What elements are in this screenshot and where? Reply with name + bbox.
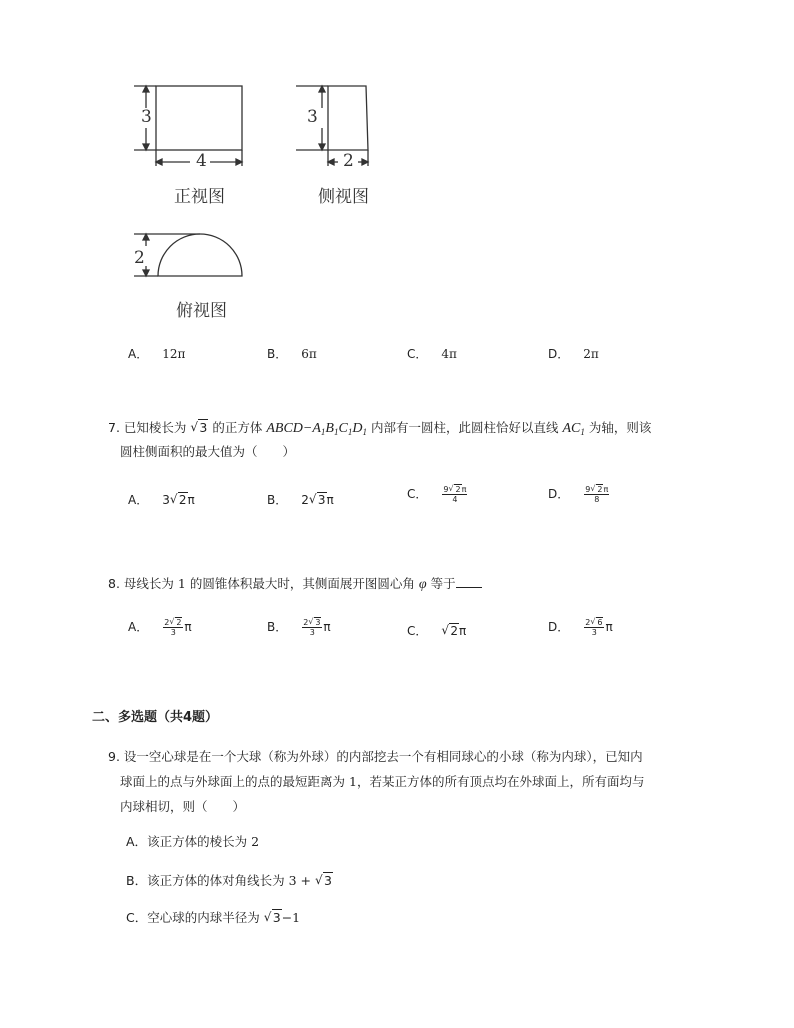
sqrt-expression: √ 3 (265, 906, 282, 930)
option-letter: A． (128, 347, 149, 361)
q8-option-c[interactable]: C．√ 2π (407, 622, 466, 639)
option-text: 2π (583, 347, 599, 361)
side-view-caption: 侧视图 (318, 187, 369, 207)
side-width-label: 2 (343, 151, 354, 171)
answer-blank[interactable] (456, 575, 482, 588)
sqrt-expression: √ 3 (191, 416, 208, 440)
q6-option-a[interactable] (128, 345, 185, 362)
question-number: 9. (108, 749, 120, 764)
fraction: $\frac{2√ 2}{3}$ (163, 618, 183, 637)
option-letter: B． (267, 493, 288, 507)
q9-stem-line2: 球面上的点与外球面上的点的最短距离为 1，若某正方体的所有顶点均在外球面上，所有面均与 (120, 774, 645, 789)
q6-option-d[interactable] (548, 345, 599, 362)
q8-option-d[interactable]: D． $\frac{2√ 6}{3}$ π (548, 618, 613, 637)
q8-option-b[interactable]: B． $\frac{2√ 3}{3}$ π (267, 618, 331, 637)
front-width-label: 4 (196, 151, 207, 171)
front-height-label: 3 (141, 107, 152, 127)
q7-option-c[interactable] (407, 485, 468, 504)
option-letter: B． (267, 347, 288, 361)
option-letter: B． (126, 873, 148, 888)
q9-stem-line1 (108, 745, 643, 769)
stem-text: 已知棱长为 (123, 420, 187, 435)
q6-option-c[interactable] (407, 345, 457, 362)
stem-text: 的圆锥体积最大时，其侧面展开图圆心角 (189, 576, 415, 591)
section-title: 二、多选题（共4题） (92, 710, 219, 725)
option-text: 该正方体的棱长为 (147, 834, 248, 849)
question-number: 8. (108, 576, 120, 591)
stem-text: 的正方体 (212, 420, 263, 435)
fraction: $\frac{2√ 3}{3}$ (302, 618, 322, 637)
option-letter: D． (548, 487, 570, 501)
front-view-caption: 正视图 (174, 187, 225, 207)
option-text: 空心球的内球半径为 (147, 910, 260, 925)
option-text: 6π (301, 347, 317, 361)
option-text: 4π (441, 347, 457, 361)
q6-option-b[interactable] (267, 345, 317, 362)
option-letter: A． (128, 620, 149, 634)
option-letter: B． (267, 620, 288, 634)
q9-option-a[interactable] (126, 830, 259, 854)
stem-value: 1 (177, 576, 186, 591)
option-text: 12π (162, 347, 186, 361)
q7-option-a[interactable]: A． 3√ 2π (128, 491, 195, 508)
q7-option-b[interactable]: B． 2√ 3π (267, 491, 334, 508)
sqrt-expression: √ 3 (316, 869, 333, 893)
option-letter: C． (407, 487, 428, 501)
q8-option-a[interactable]: A． $\frac{2√ 2}{3}$ π (128, 618, 192, 637)
side-height-label: 3 (307, 107, 318, 127)
fraction: $\frac{9√ 2\pi}{8}$ (584, 485, 609, 504)
stem-text: 等于 (430, 576, 456, 591)
stem-text: 为轴，则该 (588, 420, 652, 435)
stem-text: 设一空心球是在一个大球（称为外球）的内部挖去一个有相同球心的小球（称为内球），已知内 (123, 749, 643, 764)
q9-option-c[interactable] (126, 906, 300, 930)
q7-option-d[interactable] (548, 485, 610, 504)
question-number: 7. (108, 420, 120, 435)
option-letter: D． (548, 347, 570, 361)
option-letter: D． (548, 620, 570, 634)
q7-stem-line2: 圆柱侧面积的最大值为（ ） (120, 444, 296, 459)
top-height-label: 2 (134, 248, 145, 268)
stem-text: 母线长为 (123, 576, 174, 591)
option-letter: A． (128, 493, 149, 507)
option-letter: C． (126, 910, 148, 925)
top-view (134, 234, 242, 276)
q8-stem (108, 572, 482, 597)
option-value: 2 (251, 834, 260, 849)
line-name: $AC_1$ (562, 421, 585, 437)
stem-text: 内部有一圆柱，此圆柱恰好以直线 (370, 420, 559, 435)
option-value: 3 + (288, 873, 311, 888)
fraction: $\frac{2√ 6}{3}$ (584, 618, 604, 637)
option-letter: C． (407, 347, 428, 361)
top-view-caption: 俯视图 (176, 301, 227, 321)
option-letter: C． (407, 624, 428, 638)
cube-name: $ABCD-A_1B_1C_1D_1$ (266, 421, 367, 437)
q9-option-b[interactable] (126, 869, 333, 893)
phi-symbol: φ (418, 577, 427, 592)
fraction: $\frac{9√ 2\pi}{4}$ (442, 485, 467, 504)
option-value: −1 (281, 910, 301, 925)
option-text: 该正方体的体对角线长为 (147, 873, 285, 888)
option-letter: A． (126, 834, 148, 849)
q9-stem-line3: 内球相切，则（ ） (120, 799, 246, 814)
